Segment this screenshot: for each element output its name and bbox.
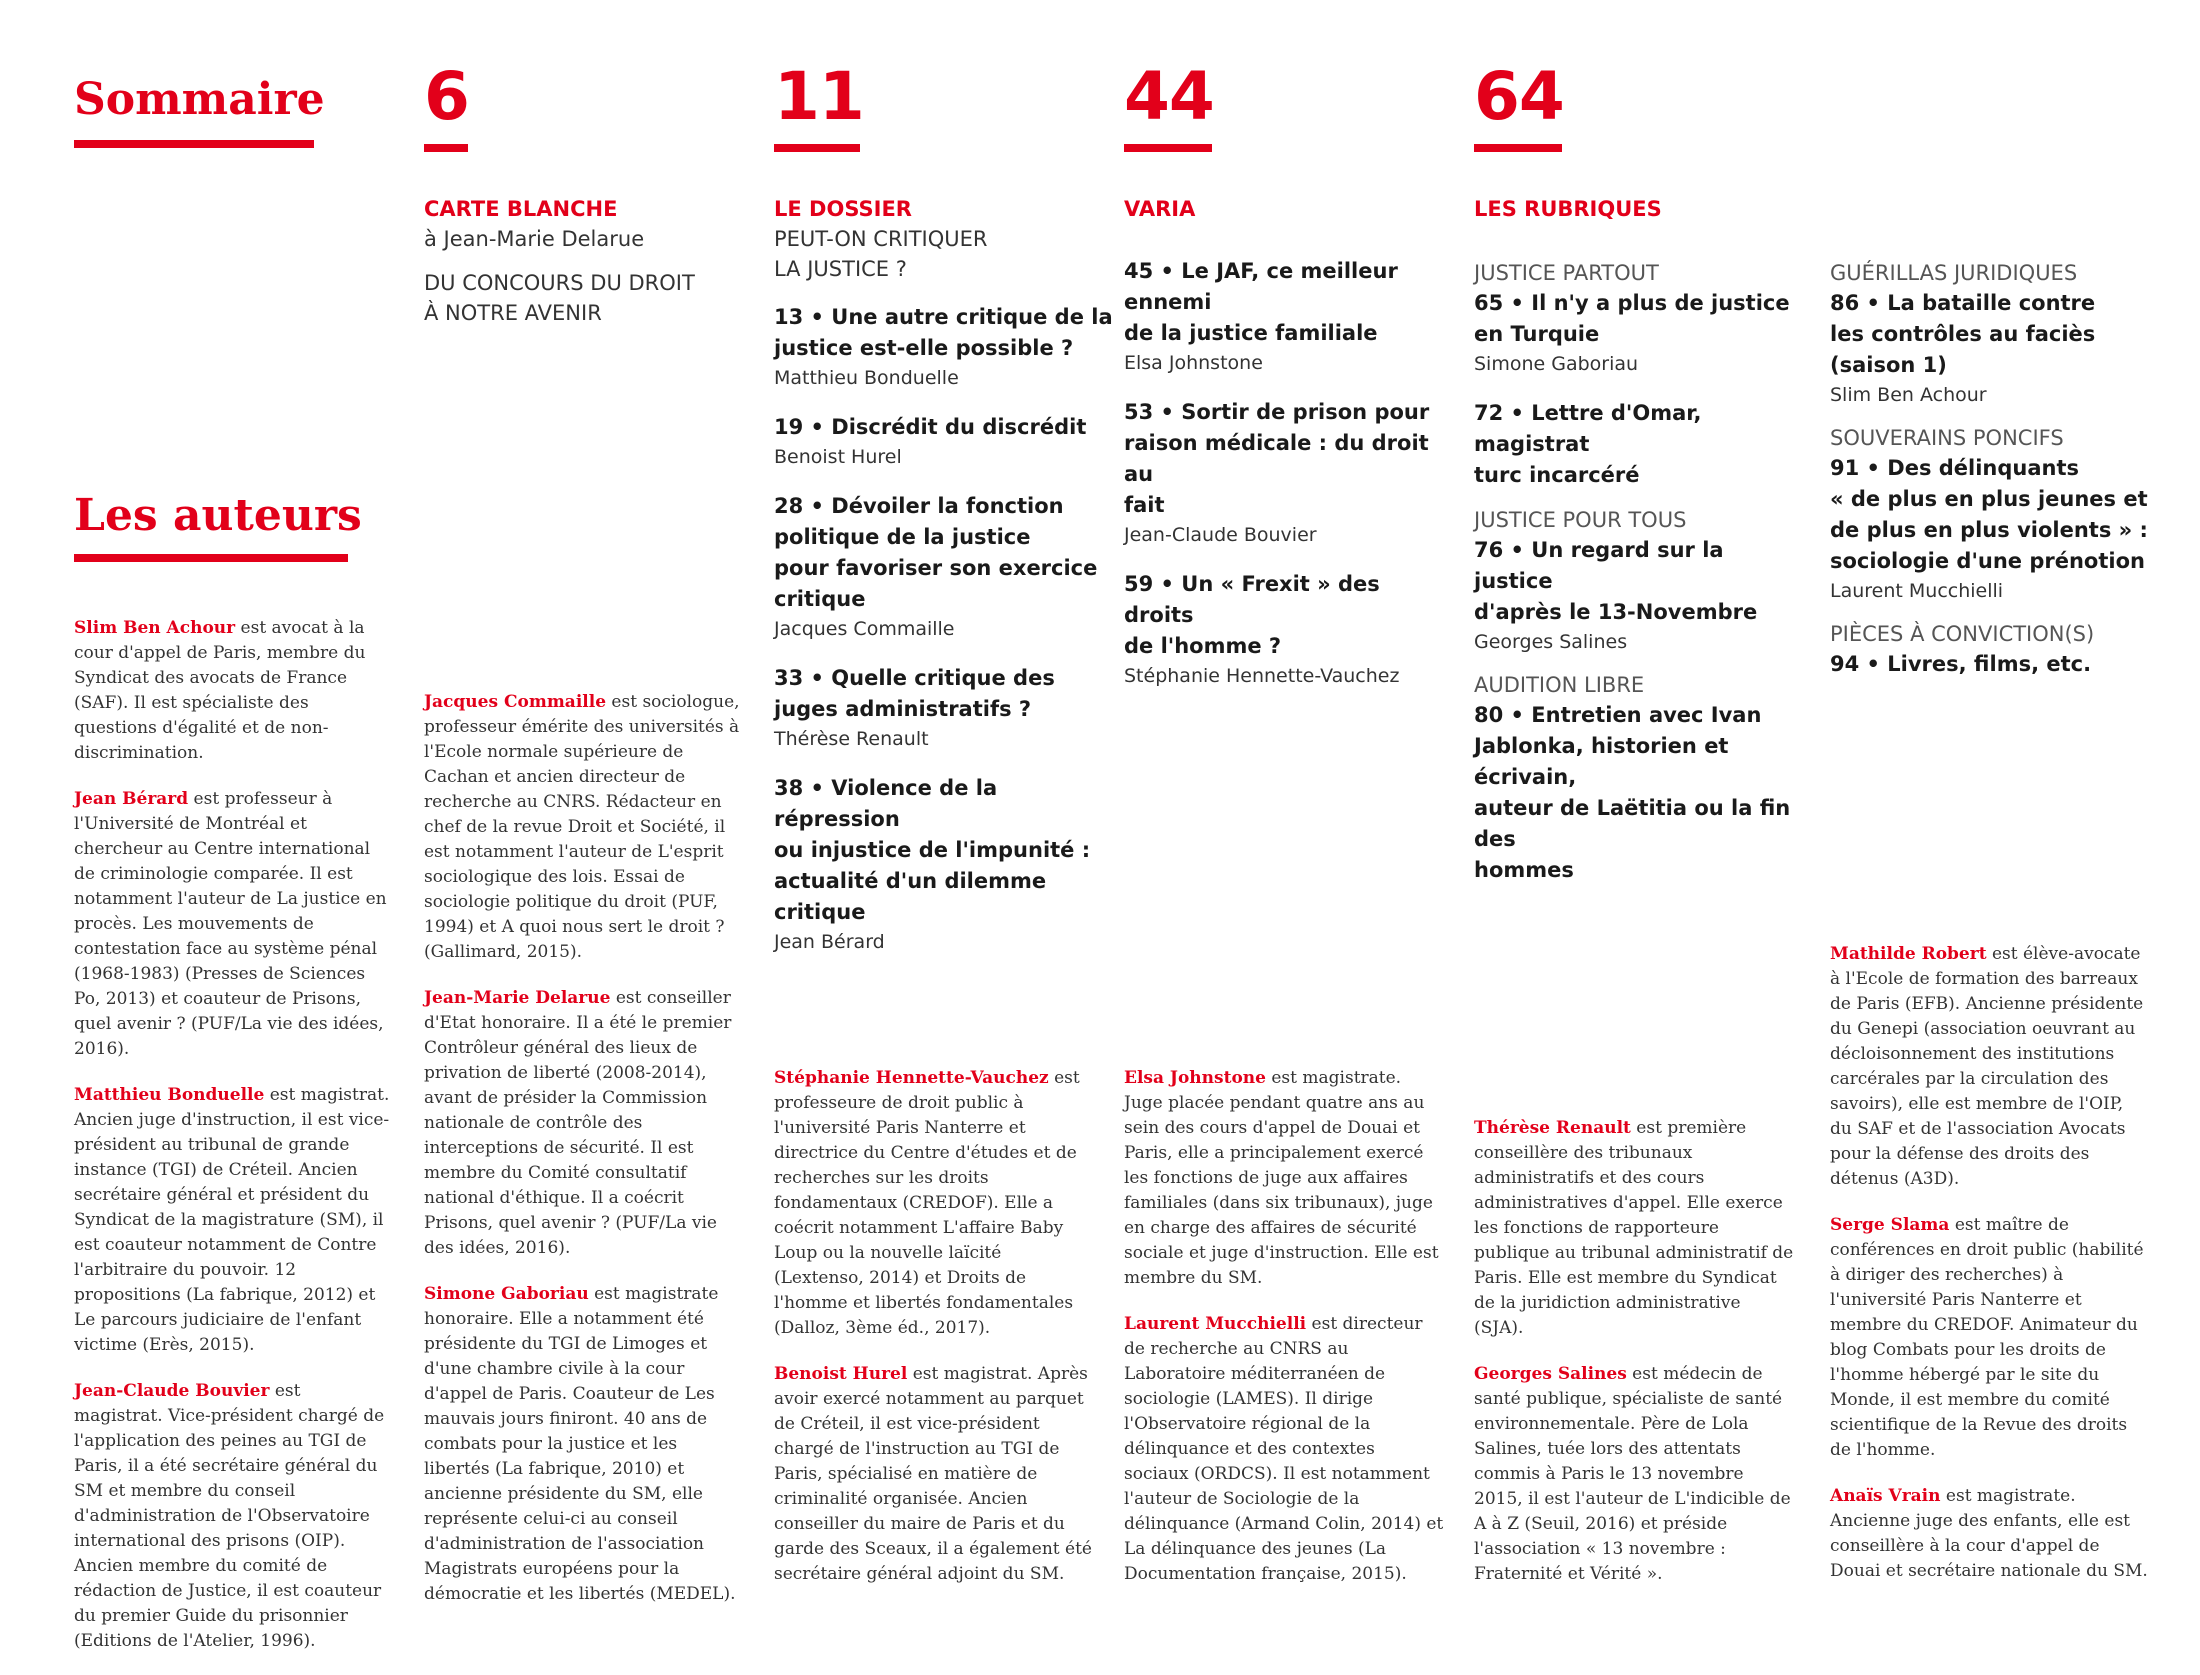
author-name: Jean Bérard [74,789,189,809]
auteurs-block [74,490,362,562]
entry-author: Jean-Claude Bouvier [1124,524,1317,546]
page-6-rule [424,144,468,152]
entry-author: Georges Salines [1474,631,1628,653]
author-bio-text: est magistrate. Ancienne juge des enfants, elle est conseillère à la cour d'appel de Douai et secrétaire nationale du SM. [1830,1486,2148,1581]
author-name: Simone Gaboriau [424,1284,589,1304]
entry-title-line: ou injustice de l'impunité : [774,838,1091,862]
author-bio-text: est magistrate honoraire. Elle a notamment été présidente du TGI de Limoges et d'une chambre civile à la cour d'appel de Paris. Coauteur de Les mauvais jours finiront. 40 ans de combats pour la justice et les libertés (La fabrique, 2010) et ancienne présidente du SM, elle représente celui-ci au conseil d'administration de l'association Magistrats européens pour la démocratie et les libertés (MEDEL). [424,1284,736,1604]
toc-entry [1474,258,1804,378]
author-bio [1830,942,2150,1192]
author-bio-text: est avocat à la cour d'appel de Paris, membre du Syndicat des avocats de France (SAF). Il est spécialiste des questions d'égalité et de non-discrimination. [74,618,366,763]
toc-entry [1830,619,2170,680]
author-bio [1830,1484,2150,1584]
entry-author: Stéphanie Hennette-Vauchez [1124,665,1400,687]
rubrique-category: GUÉRILLAS JURIDIQUES [1830,261,2078,285]
author-bio [1474,1362,1794,1587]
entry-title-line: politique de la justice [774,525,1031,549]
bio-column-5 [1474,1116,1794,1608]
varia-entries [1124,256,1454,690]
page-number-64: 64 [1474,58,1564,135]
author-bio [74,787,394,1062]
bio-column-1 [74,616,394,1675]
author-name: Georges Salines [1474,1364,1627,1384]
entry-author: Laurent Mucchielli [1830,580,2004,602]
author-bio [1124,1312,1444,1587]
rubriques-col2 [1830,258,2170,680]
dossier-section [774,58,1114,956]
entry-title-line: 33 • Quelle critique des [774,666,1055,690]
entry-title-line: raison médicale : du droit au [1124,431,1429,486]
author-name: Anaïs Vrain [1830,1486,1941,1506]
sommaire-rule [74,140,314,148]
entry-title-line: critique [774,587,866,611]
entry-title-line: 94 • Livres, films, etc. [1830,652,2092,676]
entry-title-line: 38 • Violence de la répression [774,776,998,831]
author-bio [424,986,744,1261]
author-bio [1474,1116,1794,1341]
entry-title-line: auteur de Laëtitia ou la fin des [1474,796,1791,851]
author-bio-text: est élève-avocate à l'Ecole de formation des barreaux de Paris (EFB). Ancienne présidente du Genepi (association oeuvrant au décloisonnement des institutions carcérales par la circulation des savoirs), elle est membre de l'OIP, du SAF et de l'association Avocats pour la défense des droits des détenus (A3D). [1830,944,2144,1189]
entry-author: Thérèse Renault [774,728,929,750]
toc-entry [1474,670,1804,886]
entry-author: Jacques Commaille [774,618,955,640]
toc-entry [774,412,1114,471]
entry-title-line: hommes [1474,858,1574,882]
entry-title-line: 28 • Dévoiler la fonction [774,494,1064,518]
auteurs-title: Les auteurs [74,490,362,541]
entry-title-line: pour favoriser son exercice [774,556,1098,580]
author-name: Laurent Mucchielli [1124,1314,1307,1334]
entry-author: Elsa Johnstone [1124,352,1263,374]
author-bio-text: est sociologue, professeur émérite des universités à l'Ecole normale supérieure de Cachan et ancien directeur de recherche au CNRS. Rédacteur en chef de la revue Droit et Société, il est notamment l'auteur de L'esprit sociologique des lois. Essai de sociologie politique du droit (PUF, 1994) et A quoi nous sert le droit ? (Gallimard, 2015). [424,692,740,962]
author-bio-text: est médecin de santé publique, spécialiste de santé environnementale. Père de Lola Salines, tuée lors des attentats commis à Paris le 13 novembre 2015, il est l'auteur de L'indicible de A à Z (Seuil, 2016) et préside l'association « 13 novembre : Fraternité et Vérité ». [1474,1364,1791,1584]
toc-entry [1474,398,1804,491]
author-name: Serge Slama [1830,1215,1950,1235]
author-bio-text: est magistrat. Ancien juge d'instruction, il est vice-président au tribunal de grande instance (TGI) de Créteil. Ancien secrétaire général et président du Syndicat de la magistrature (SM), il est coauteur notamment de Contre l'arbitraire du pouvoir. 12 propositions (La fabrique, 2012) et Le parcours judiciaire de l'enfant victime (Erès, 2015). [74,1085,390,1355]
toc-entry [1124,397,1454,549]
rubrique-category: AUDITION LIBRE [1474,673,1645,697]
author-bio [1830,1213,2150,1463]
entry-title-line: 80 • Entretien avec Ivan [1474,703,1762,727]
entry-author: Matthieu Bonduelle [774,367,959,389]
toc-entry [1830,258,2170,409]
entry-title-line: Jablonka, historien et écrivain, [1474,734,1729,789]
author-bio [424,1282,744,1607]
entry-title-line: 53 • Sortir de prison pour [1124,400,1430,424]
entry-title-line: 45 • Le JAF, ce meilleur ennemi [1124,259,1398,314]
entry-title-line: 13 • Une autre critique de la [774,305,1113,329]
carte-blanche-heading: CARTE BLANCHE [424,197,618,221]
rubriques-section [1474,58,2174,224]
dossier-sub1: PEUT-ON CRITIQUER [774,227,988,251]
entry-title-line: 76 • Un regard sur la justice [1474,538,1724,593]
bio-column-2 [424,690,744,1628]
page-64-rule [1474,144,1562,152]
author-name: Matthieu Bonduelle [74,1085,265,1105]
entry-title-line: turc incarcéré [1474,463,1640,487]
bio-column-4 [1124,1066,1444,1608]
dossier-entries [774,302,1114,956]
toc-entry [1124,569,1454,690]
author-bio-text: est magistrat. Après avoir exercé notamment au parquet de Créteil, il est vice-président chargé de l'instruction au TGI de Paris, spécialisé en matière de criminalité organisée. Ancien conseiller du maire de Paris et du garde des Sceaux, il a également été secrétaire général adjoint du SM. [774,1364,1092,1584]
varia-heading: VARIA [1124,197,1196,221]
sommaire-title: Sommaire [74,74,325,125]
entry-title-line: fait [1124,493,1165,517]
dossier-sub2: LA JUSTICE ? [774,257,907,281]
auteurs-rule [74,554,348,562]
page-number-11: 11 [774,58,864,135]
author-bio [774,1362,1094,1587]
entry-title-line: sociologie d'une prénotion [1830,549,2145,573]
entry-title-line: 86 • La bataille contre [1830,291,2096,315]
page-number-44: 44 [1124,58,1214,135]
carte-blanche-line1: DU CONCOURS DU DROIT [424,271,695,295]
page-44-rule [1124,144,1212,152]
toc-entry [774,302,1114,392]
author-bio-text: est conseiller d'Etat honoraire. Il a été le premier Contrôleur général des lieux de privation de liberté (2008-2014), avant de présider la Commission nationale de contrôle des interceptions de sécurité. Il est membre du Comité consultatif national d'éthique. Il a coécrit Prisons, quel avenir ? (PUF/La vie des idées, 2016). [424,988,732,1258]
entry-author: Benoist Hurel [774,446,902,468]
sommaire-block [74,74,325,148]
author-name: Stéphanie Hennette-Vauchez [774,1068,1049,1088]
entry-title-line: actualité d'un dilemme critique [774,869,1047,924]
rubriques-heading: LES RUBRIQUES [1474,197,1662,221]
entry-title-line: juges administratifs ? [774,697,1032,721]
carte-blanche-line2: À NOTRE AVENIR [424,301,602,325]
author-bio-text: est magistrat. Vice-président chargé de l'application des peines au TGI de Paris, il a été secrétaire général du SM et membre du conseil d'administration de l'Observatoire international des prisons (OIP). Ancien membre du comité de rédaction de Justice, il est coauteur du premier Guide du prisonnier (Editions de l'Atelier, 1996). [74,1381,385,1651]
entry-title-line: de plus en plus violents » : [1830,518,2148,542]
toc-entry [774,773,1114,956]
entry-title-line: (saison 1) [1830,353,1947,377]
entry-title-line: 91 • Des délinquants [1830,456,2080,480]
page-number-6: 6 [424,58,469,135]
author-bio-text: est magistrate. Juge placée pendant quatre ans au sein des cours d'appel de Douai et Paris, elle a principalement exercé les fonctions de juge aux affaires familiales (dans six tribunaux), juge en charge des affaires de sécurité sociale et juge d'instruction. Elle est membre du SM. [1124,1068,1439,1288]
toc-entry [774,663,1114,753]
carte-blanche-subtitle: à Jean-Marie Delarue [424,227,645,251]
bio-column-6 [1830,942,2150,1605]
author-bio-text: est professeure de droit public à l'université Paris Nanterre et directrice du Centre d'études et de recherches sur les droits fondamentaux (CREDOF). Elle a coécrit notamment L'affaire Baby Loup ou la nouvelle laïcité (Lextenso, 2014) et Droits de l'homme et libertés fondamentales (Dalloz, 3ème éd., 2017). [774,1068,1080,1338]
author-bio-text: est première conseillère des tribunaux administratifs et des cours administratives d'appel. Elle exerce les fonctions de rapporteure publique au tribunal administratif de Paris. Elle est membre du Syndicat de la juridiction administrative (SJA). [1474,1118,1794,1338]
toc-entry [1474,505,1804,656]
entry-title-line: justice est-elle possible ? [774,336,1074,360]
author-name: Jean-Marie Delarue [424,988,611,1008]
rubrique-category: SOUVERAINS PONCIFS [1830,426,2064,450]
bio-column-3 [774,1066,1094,1608]
entry-author: Slim Ben Achour [1830,384,1987,406]
entry-title-line: 65 • Il n'y a plus de justice [1474,291,1790,315]
author-bio-text: est professeur à l'Université de Montréal et chercheur au Centre international de criminologie comparée. Il est notamment l'auteur de La justice en procès. Les mouvements de contestation face au système pénal (1968-1983) (Presses de Sciences Po, 2013) et coauteur de Prisons, quel avenir ? (PUF/La vie des idées, 2016). [74,789,387,1059]
dossier-heading: LE DOSSIER [774,197,912,221]
entry-title-line: les contrôles au faciès [1830,322,2096,346]
entry-author: Simone Gaboriau [1474,353,1639,375]
entry-title-line: « de plus en plus jeunes et [1830,487,2148,511]
author-name: Benoist Hurel [774,1364,908,1384]
rubrique-category: JUSTICE POUR TOUS [1474,508,1687,532]
author-bio-text: est maître de conférences en droit public (habilité à diriger des recherches) à l'université Paris Nanterre et membre du CREDOF. Animateur du blog Combats pour les droits de l'homme hébergé par le site du Monde, il est membre du comité scientifique de la Revue des droits de l'homme. [1830,1215,2144,1460]
author-bio [774,1066,1094,1341]
rubriques-col1 [1474,258,1804,886]
entry-title-line: 59 • Un « Frexit » des droits [1124,572,1380,627]
entry-title-line: 19 • Discrédit du discrédit [774,415,1087,439]
entry-title-line: de l'homme ? [1124,634,1282,658]
toc-entry [1124,256,1454,377]
entry-title-line: de la justice familiale [1124,321,1378,345]
author-name: Mathilde Robert [1830,944,1987,964]
author-name: Jean-Claude Bouvier [74,1381,270,1401]
entry-title-line: en Turquie [1474,322,1600,346]
author-name: Slim Ben Achour [74,618,236,638]
toc-entry [1830,423,2170,605]
author-bio [424,690,744,965]
author-name: Elsa Johnstone [1124,1068,1266,1088]
page-11-rule [774,144,860,152]
rubrique-category: JUSTICE PARTOUT [1474,261,1659,285]
entry-author: Jean Bérard [774,931,885,953]
varia-section [1124,58,1454,690]
author-bio [1124,1066,1444,1291]
author-name: Thérèse Renault [1474,1118,1631,1138]
entry-title-line: 72 • Lettre d'Omar, magistrat [1474,401,1702,456]
author-bio [74,616,394,766]
toc-entry [774,491,1114,643]
rubrique-category: PIÈCES À CONVICTION(S) [1830,622,2095,646]
author-bio-text: est directeur de recherche au CNRS au Laboratoire méditerranéen de sociologie (LAMES). Il dirige l'Observatoire régional de la délinquance et des contextes sociaux (ORDCS). Il est notamment l'auteur de Sociologie de la délinquance (Armand Colin, 2014) et La délinquance des jeunes (La Documentation française, 2015). [1124,1314,1444,1584]
author-name: Jacques Commaille [424,692,607,712]
entry-title-line: d'après le 13-Novembre [1474,600,1758,624]
author-bio [74,1083,394,1358]
carte-blanche-section [424,58,744,328]
